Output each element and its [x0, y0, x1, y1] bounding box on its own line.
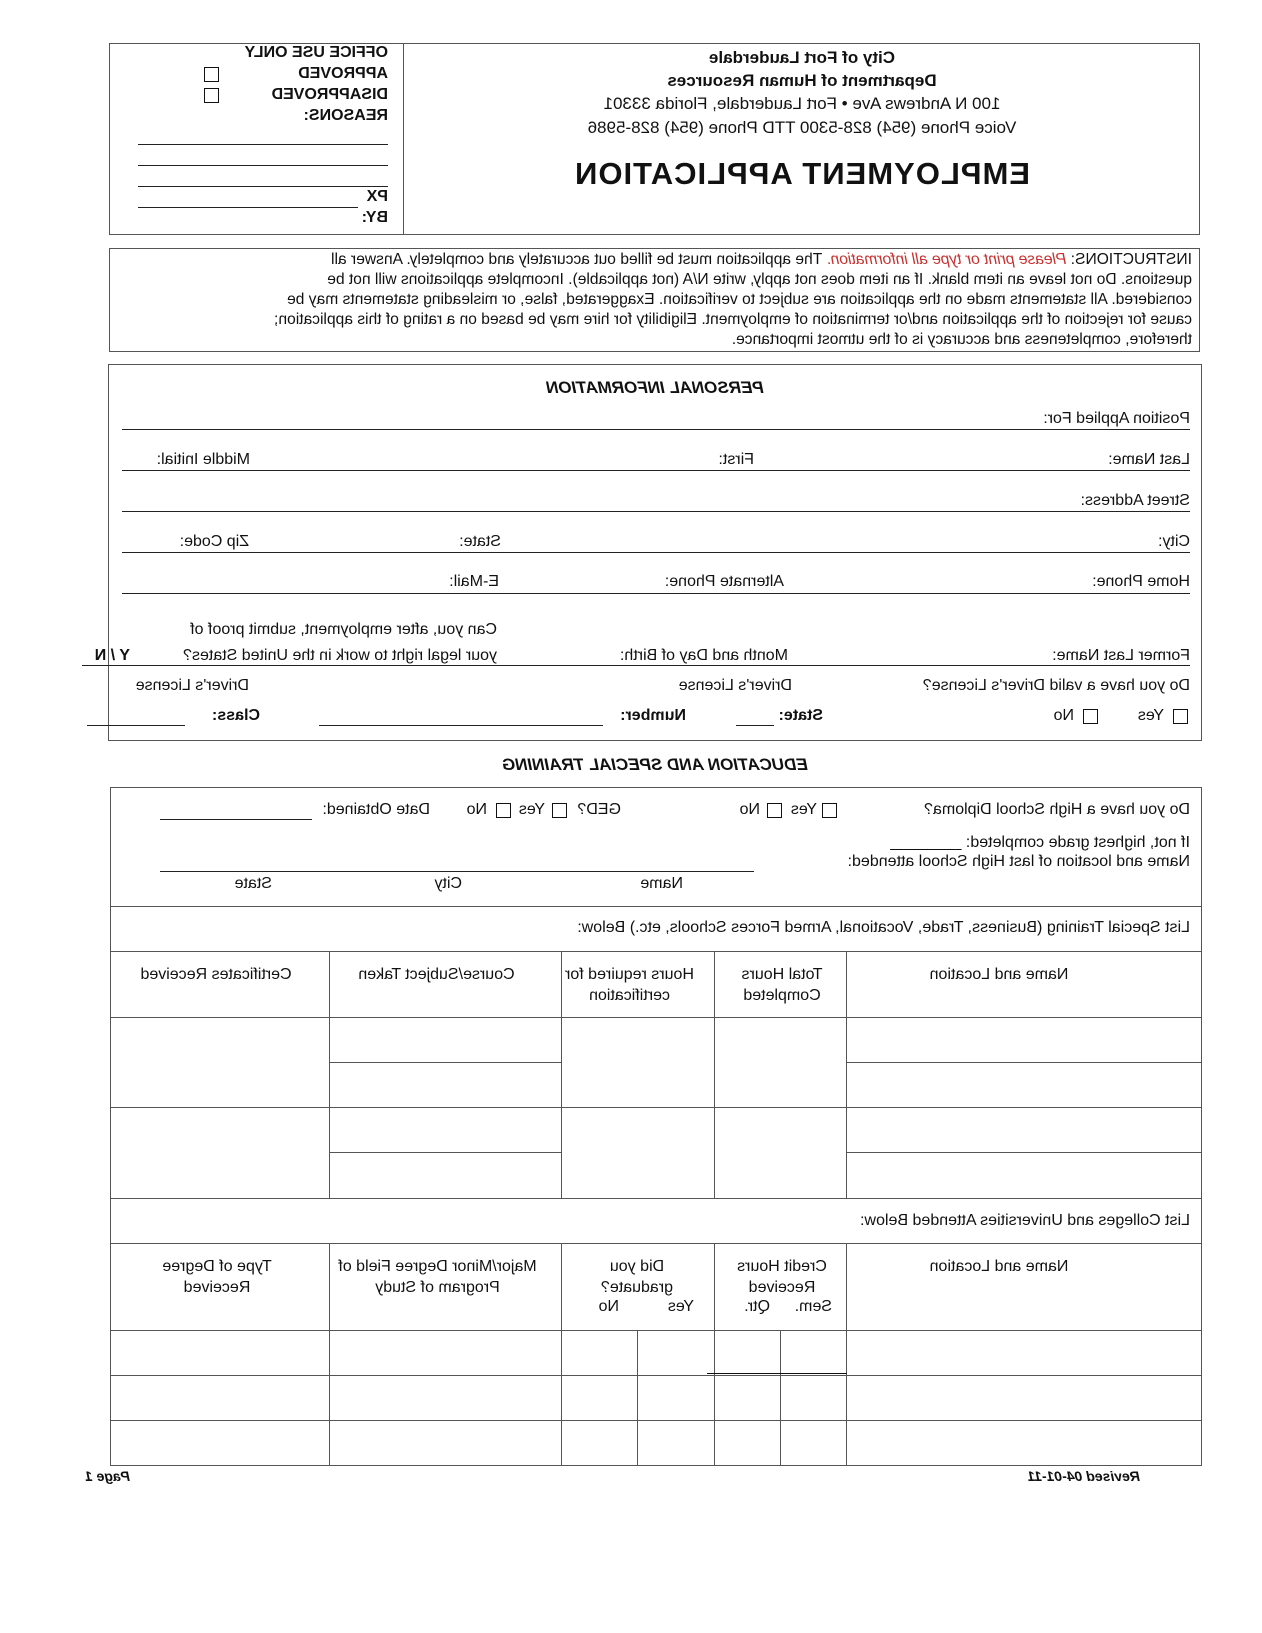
middle-initial-label: Middle Initial: — [156, 451, 250, 468]
dl-number-caption: Driver's License — [135, 677, 249, 694]
credit-sem-label: Sem. — [794, 1298, 832, 1315]
college-header-degree: Type of Degree Received — [162, 1258, 272, 1296]
email-label: E-Mail: — [449, 573, 499, 590]
dl-question: Do you have a valid Driver's License? — [922, 677, 1190, 694]
city-label: City: — [1158, 533, 1190, 550]
dob-label: Month and Day of Birth: — [619, 647, 788, 664]
divider-college-header — [110, 1243, 1202, 1244]
name-input[interactable] — [122, 470, 1190, 471]
department-name: Department of Human Resources — [667, 71, 937, 90]
agency-phones: Voice Phone (954) 828-5300 TTD Phone (954) 828-5986 — [587, 118, 1017, 137]
office-use-heading: OFFICE USE ONLY — [244, 44, 388, 61]
training-col-line — [714, 951, 715, 1198]
dl-state-label: State: — [778, 707, 823, 724]
first-name-label: First: — [718, 451, 754, 468]
ged-yes-label: Yes — [518, 801, 545, 818]
instructions-line-2: questions. Do not leave an item blank. If an item does not apply, write N/A (not applicable). Incomplete applications will not be — [327, 271, 1192, 288]
highest-grade-label[interactable]: If not, highest grade completed: ________ — [890, 834, 1190, 851]
instructions-highlight: Please print or type all information. — [826, 251, 1067, 268]
instructions-line-4: cause for rejection of the application and/or termination of employment. Eligibility for hire may be based on a rating of this application; — [274, 311, 1192, 328]
dl-number-label: Number: — [620, 707, 686, 724]
college-col-line — [714, 1243, 715, 1466]
training-header-name: Name and Location — [929, 966, 1069, 983]
legal-right-line-2: your legal right to work in the United States? — [183, 647, 497, 664]
college-row-line — [110, 1330, 1202, 1331]
dl-no-label: No — [1053, 707, 1074, 724]
training-col-line — [561, 951, 562, 1198]
graduate-yes-label: Yes — [667, 1298, 694, 1315]
college-row-line — [110, 1375, 1202, 1376]
last-name-label: Last Name: — [1108, 451, 1190, 468]
training-header-hours-required: Hours required for certification — [565, 966, 694, 1004]
date-obtained-label: Date Obtained: — [322, 801, 430, 818]
instructions-text — [116, 250, 1192, 350]
dl-number-input[interactable] — [319, 725, 603, 726]
disapproved-label: DISAPPROVED — [271, 86, 388, 103]
dl-no-checkbox[interactable] — [1083, 709, 1098, 724]
college-subcol-line — [780, 1330, 781, 1466]
training-subrow-line — [847, 1062, 1202, 1063]
hs-name-caption: Name — [640, 875, 683, 892]
date-obtained-input[interactable] — [160, 819, 312, 820]
training-subrow-line — [847, 1152, 1202, 1153]
former-name-dob-input[interactable] — [82, 665, 1190, 666]
education-heading: EDUCATION AND SPECIAL TRAINING — [502, 755, 808, 774]
zip-label: Zip Code: — [179, 533, 249, 550]
hs-state-caption: State — [234, 875, 272, 892]
reasons-line-2[interactable] — [138, 165, 388, 166]
college-col-line — [846, 1243, 847, 1466]
agency-header — [404, 46, 1200, 194]
alternate-phone-label: Alternate Phone: — [664, 573, 784, 590]
college-header-name: Name and Location — [929, 1258, 1069, 1275]
position-label: Position Applied For: — [1043, 410, 1190, 427]
instructions-line-5: therefore, completeness and accuracy is of the utmost importance. — [731, 331, 1192, 348]
college-header-graduate: Did you graduate? — [600, 1258, 674, 1296]
reasons-line-3[interactable] — [138, 186, 388, 187]
hs-yes-checkbox[interactable] — [822, 803, 837, 818]
college-header-credit-hours: Credit Hours Received — [737, 1258, 827, 1296]
credit-qtr-label: Qtr. — [744, 1298, 770, 1315]
ged-no-label: No — [466, 801, 487, 818]
colleges-label: List Colleges and Universities Attended Below: — [860, 1212, 1190, 1229]
phone-email-input[interactable] — [122, 593, 1190, 594]
training-row-line — [110, 1107, 1202, 1108]
college-row-line — [110, 1420, 1202, 1421]
training-header-total-hours: Total Hours Completed — [741, 966, 823, 1004]
training-col-line — [329, 951, 330, 1198]
training-subrow-line — [330, 1062, 562, 1063]
hs-no-checkbox[interactable] — [767, 803, 782, 818]
home-phone-label: Home Phone: — [1092, 573, 1190, 590]
last-hs-label: Name and location of last High School attended: — [847, 853, 1190, 870]
street-input[interactable] — [122, 511, 1190, 512]
training-subrow-line — [330, 1152, 562, 1153]
training-header-course: Course/Subject Taken — [358, 966, 515, 983]
personal-info-heading: PERSONAL INFORMATION — [546, 378, 764, 397]
street-label: Street Address: — [1080, 492, 1190, 509]
training-header-certificates: Certificates Received — [140, 966, 292, 983]
divider-training-header — [110, 951, 1202, 952]
special-training-label: List Special Training (Business, Trade, Vocational, Armed Forces Schools, etc.) Below: — [577, 919, 1190, 936]
last-hs-input[interactable] — [160, 871, 754, 872]
agency-address: 100 N Andrews Ave • Fort Lauderdale, Florida 33301 — [603, 94, 1001, 113]
dl-class-input[interactable] — [87, 725, 185, 726]
college-row-line-heavy — [707, 1373, 847, 1374]
ged-no-checkbox[interactable] — [496, 803, 511, 818]
disapproved-checkbox[interactable] — [204, 88, 219, 103]
city-state-zip-input[interactable] — [122, 552, 1190, 553]
dl-state-caption: Driver's License — [678, 677, 792, 694]
college-header-major: Major/Minor Degree Field of Program of Study — [338, 1258, 537, 1296]
approved-checkbox[interactable] — [204, 67, 219, 82]
revised-date: Revised 04-01-11 — [1027, 1468, 1140, 1484]
hs-city-caption: City — [434, 875, 462, 892]
hs-diploma-question: Do you have a High School Diploma? — [924, 801, 1190, 818]
legal-right-yn[interactable]: Y / N — [94, 647, 130, 664]
px-line[interactable] — [138, 207, 358, 208]
dl-state-input[interactable] — [736, 725, 774, 726]
dl-yes-checkbox[interactable] — [1173, 709, 1188, 724]
position-input[interactable] — [122, 429, 1190, 430]
reasons-label: REASONS: — [303, 107, 388, 124]
dl-class-label: Class: — [211, 707, 260, 724]
by-label: BY: — [361, 209, 388, 226]
instructions-line-1: The application must be filled out accurately and completely. Answer all — [331, 251, 827, 268]
reasons-line-1[interactable] — [138, 144, 388, 145]
instructions-label: INSTRUCTIONS: — [1066, 251, 1192, 268]
training-col-line — [846, 951, 847, 1198]
approved-label: APPROVED — [298, 65, 388, 82]
hs-yes-label: Yes — [790, 801, 817, 818]
city-name: City of Fort Lauderdale — [708, 48, 896, 67]
divider-special-training — [110, 906, 1202, 907]
ged-yes-checkbox[interactable] — [552, 803, 567, 818]
instructions-line-3: considered. All statements made on the application are subject to verification. Exaggerated, false, or misleading statements may be — [287, 291, 1192, 308]
page-number: Page 1 — [84, 1468, 130, 1484]
college-col-line — [329, 1243, 330, 1466]
former-last-name-label: Former Last Name: — [1052, 647, 1190, 664]
training-row-line — [110, 1198, 1202, 1199]
ged-label: GED? — [577, 801, 621, 818]
hs-no-label: No — [739, 801, 760, 818]
state-label: State: — [459, 533, 501, 550]
dl-yes-label: Yes — [1137, 707, 1164, 724]
college-subcol-line — [637, 1330, 638, 1466]
page-title: EMPLOYMENT APPLICATION — [574, 156, 1030, 191]
training-row-line — [110, 1017, 1202, 1018]
px-label: PX — [366, 188, 388, 205]
legal-right-line-1: Can you, after employment, submit proof of — [190, 621, 497, 638]
graduate-no-label: No — [598, 1298, 619, 1315]
college-col-line — [561, 1243, 562, 1466]
